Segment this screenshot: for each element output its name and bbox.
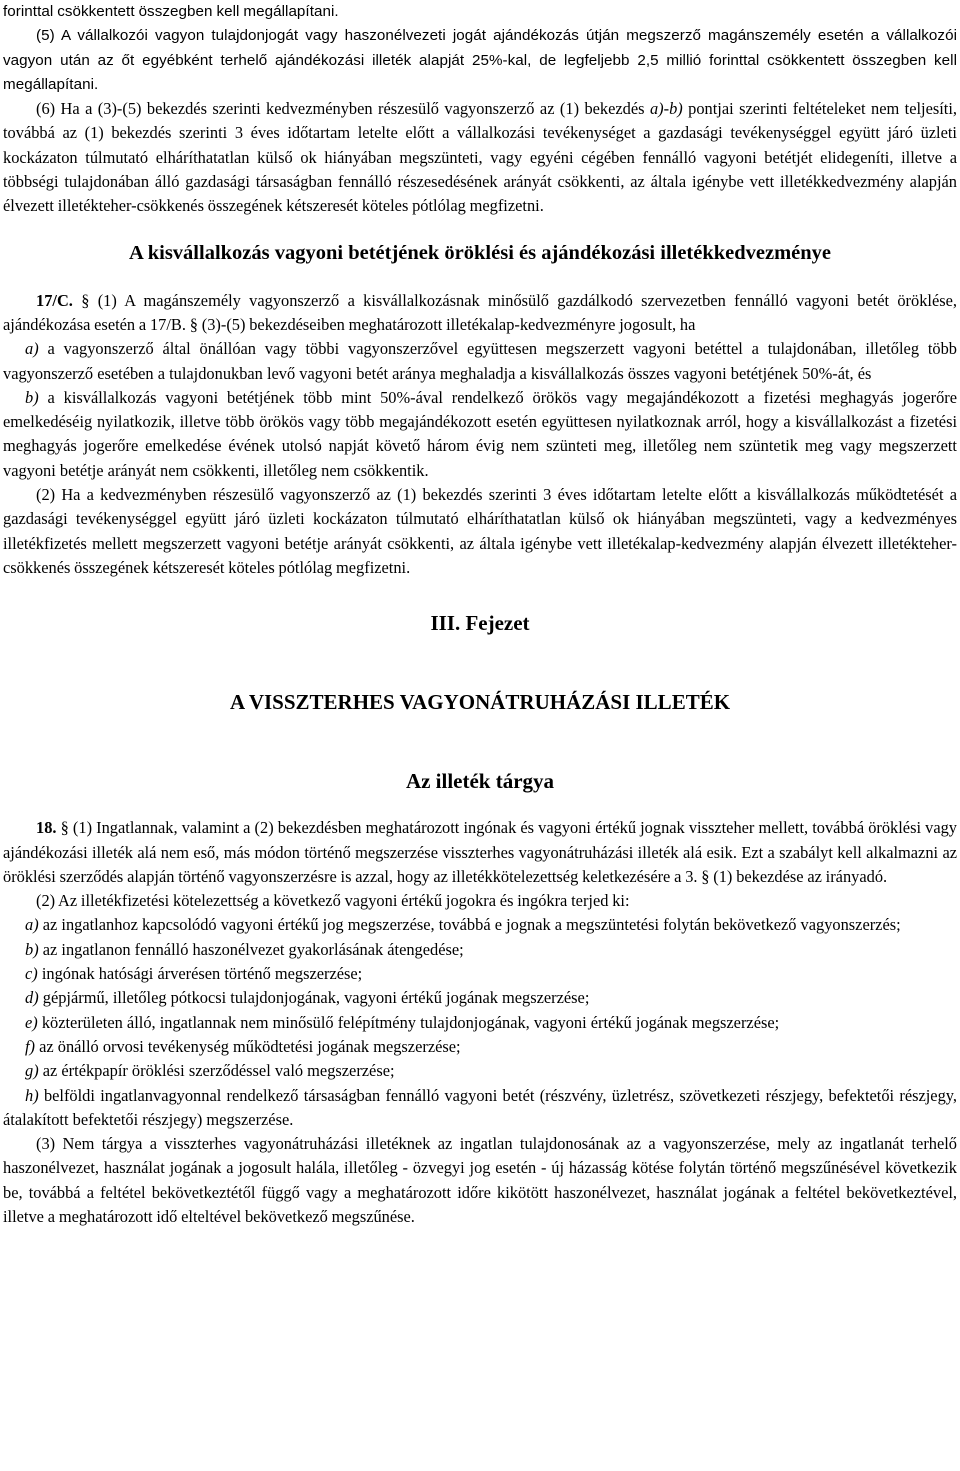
- paragraph-17b-6: [3, 97, 957, 218]
- item-text: az ingatlanhoz kapcsolódó vagyoni értékű jog megszerzése, továbbá e jognak a megszüntetési folytán bekövetkező vagyonszerzés;: [38, 915, 901, 935]
- section-18-item-c: [3, 962, 957, 986]
- section-17c-1-text: § (1) A magánszemély vagyonszerző a kisvállalkozásnak minősülő gazdálkodó szervezetben fennálló vagyoni betét öröklése, ajándékozása esetén a 17/B. § (3)-(5) bekezdéseiben meghatározott illetékalap-kedvezményre jogosult, ha: [3, 290, 957, 334]
- item-label: d): [25, 988, 39, 1008]
- section-18-1-text: § (1) Ingatlannak, valamint a (2) bekezdésben meghatározott ingónak és vagyoni értékű jognak visszteher mellett, továbbá öröklési vagy ajándékozási illeték alá nem eső, más módon történő megszerzése visszterhes vagyonátruházási illeték alá esik. Ezt a szabályt kell alkalmazni az öröklési szerződés alapján történő vagyonszerzésre is azzal, hogy az illetékkötelezettség keletkezésére a 3. § (1) bekezdése az irányadó.: [3, 818, 957, 886]
- p6-post-text: pontjai szerinti feltételeket nem teljesíti, továbbá az (1) bekezdés szerinti 3 éves időtartam letelte előtt a vállalkozási tevékenységet a gazdasági tevékenységgel együtt járó üzleti kockázaton túlmutató elháríthatatlan külső ok hiányában megszünteti, vagy egyéni cégében fennálló vagyoni betétjét elidegeníti, illetve a többségi tulajdonában álló gazdasági társaságban fennálló részesedésének arányát csökkenti, az általa igénybe vett illetékkedvezmény alapján élvezett illetékteher-csökkenés összegének kétszeresét köteles pótlólag megfizetni.: [3, 99, 957, 216]
- section-18-3: (3) Nem tárgya a visszterhes vagyonátruházási illetéknek az ingatlan tulajdonosának az a vagyonszerzése, mely az ingatlanát terhelő haszonélvezet, használat jogának a jogosult halála, illetőleg - özvegyi jog esetén - új házasság kötése folytán történő megszűnésével következik be, továbbá a feltétel bekövetkeztétől függő vagy a meghatározott időre kikötött haszonélvezet, használat jogának a feltétel bekövetkeztével, illetve a meghatározott idő elteltével bekövetkező megszűnése.: [3, 1134, 957, 1226]
- section-18-number: 18.: [36, 818, 57, 838]
- heading-17c: A kisvállalkozás vagyoni betétjének öröklési és ajándékozási illetékkedvezménye: [128, 241, 832, 264]
- section-18-item-d: [3, 986, 957, 1010]
- chapter-number: III. Fejezet: [430, 611, 530, 636]
- item-b-text: a kisvállalkozás vagyoni betétjének több mint 50%-ával rendelkező örökös vagy megajándékozott a fizetési meghagyás jogerőre emelkedéséig nyilatkozik, illetve több örökös vagy több megajándékozott esetén együttesen nyilatkoznak arról, hogy a kisvállalkozást a fizetési meghagyás jogerőre emelkedése évének utolsó napját követő három évig nem szünteti meg, illetőleg nem szüntetik meg vagy megszerzett vagyoni betétje arányát nem csökkenti, illetőleg nem csökkentik.: [3, 387, 957, 480]
- item-text: az ingatlanon fennálló haszonélvezet gyakorlásának átengedése;: [38, 939, 464, 959]
- p6-points-ref: a)-b): [649, 99, 683, 119]
- item-text: az önálló orvosi tevékenység működtetési jogának megszerzése;: [35, 1036, 461, 1056]
- section-17c-item-a: [3, 337, 957, 386]
- section-18-1: [3, 816, 957, 889]
- chapter-title: A VISSZTERHES VAGYONÁTRUHÁZÁSI ILLETÉK: [229, 690, 731, 715]
- paragraph-17b-5: (5) A vállalkozói vagyon tulajdonjogát vagy haszonélvezeti jogát ajándékozás útján megszerző magánszemély esetén a vállalkozói vagyon után az őt egyébként terhelő ajándékozási illeték alapját 25%-kal, de legfeljebb 2,5 millió forinttal csökkentett összegben kell megállapítani.: [3, 27, 957, 93]
- item-text: az értékpapír öröklési szerződéssel való megszerzése;: [38, 1061, 395, 1081]
- item-text: ingónak hatósági árverésen történő megszerzése;: [37, 964, 363, 984]
- item-label: h): [25, 1085, 39, 1105]
- section-18-item-g: [3, 1059, 957, 1083]
- item-label: e): [25, 1012, 38, 1032]
- item-label: c): [25, 964, 38, 984]
- section-17c-1: [3, 289, 957, 338]
- section-18-item-e: [3, 1011, 957, 1035]
- section-17c-item-b: [3, 386, 957, 483]
- item-label: g): [25, 1061, 39, 1081]
- item-a-text: a vagyonszerző által önállóan vagy többi vagyonszerzővel együttesen megszerzett vagyoni betéttel a tulajdonában, illetőleg több vagyonszerző esetében a tulajdonukban levő vagyoni betét aránya meghaladja a kisvállalkozás összes vagyoni betétjének 50%-át, és: [3, 339, 957, 383]
- item-label: b): [25, 939, 39, 959]
- section-18-item-b: [3, 938, 957, 962]
- top-fragment: forinttal csökkentett összegben kell megállapítani.: [3, 3, 339, 20]
- p6-pre-text: (6) Ha a (3)-(5) bekezdés szerinti kedvezményben részesülő vagyonszerző az (1) bekezdés: [36, 99, 650, 119]
- item-text: közterületen álló, ingatlannak nem minősülő felépítmény tulajdonjogának, vagyoni értékű jogának megszerzése;: [37, 1012, 780, 1032]
- item-a-label: a): [25, 339, 39, 359]
- section-18-item-h: [3, 1084, 957, 1133]
- section-17c-number: 17/C.: [36, 290, 73, 310]
- item-label: a): [25, 915, 39, 935]
- item-b-label: b): [25, 387, 39, 407]
- section-18-item-f: [3, 1035, 957, 1059]
- item-text: gépjármű, illetőleg pótkocsi tulajdonjogának, vagyoni értékű jogának megszerzése;: [38, 988, 590, 1008]
- section-18-2: (2) Az illetékfizetési kötelezettség a következő vagyoni értékű jogokra és ingókra terjed ki:: [36, 891, 630, 911]
- item-text: belföldi ingatlanvagyonnal rendelkező társaságban fennálló vagyoni betét (részvény, üzletrész, szövetkezeti részjegy, befektetői részjegy, átalakított befektetői részjegy) megszerzése.: [3, 1085, 957, 1129]
- section-17c-2: (2) Ha a kedvezményben részesülő vagyonszerző az (1) bekezdés szerinti 3 éves időtartam letelte előtt a kisvállalkozás működtetését a gazdasági tevékenységgel együtt járó üzleti kockázaton túlmutató elháríthatatlan külső ok hiányában megszünteti, vagy a kedvezményes illetékfizetés mellett megszerzett vagyoni betétje arányát csökkenti, az általa igénybe vett illetékalap-kedvezmény alapján élvezett illetékteher-csökkenés összegének kétszeresét köteles pótlólag megfizetni.: [3, 485, 957, 577]
- section-18-item-a: [3, 913, 957, 937]
- subject-heading: Az illeték tárgya: [405, 769, 555, 794]
- item-label: f): [25, 1036, 36, 1056]
